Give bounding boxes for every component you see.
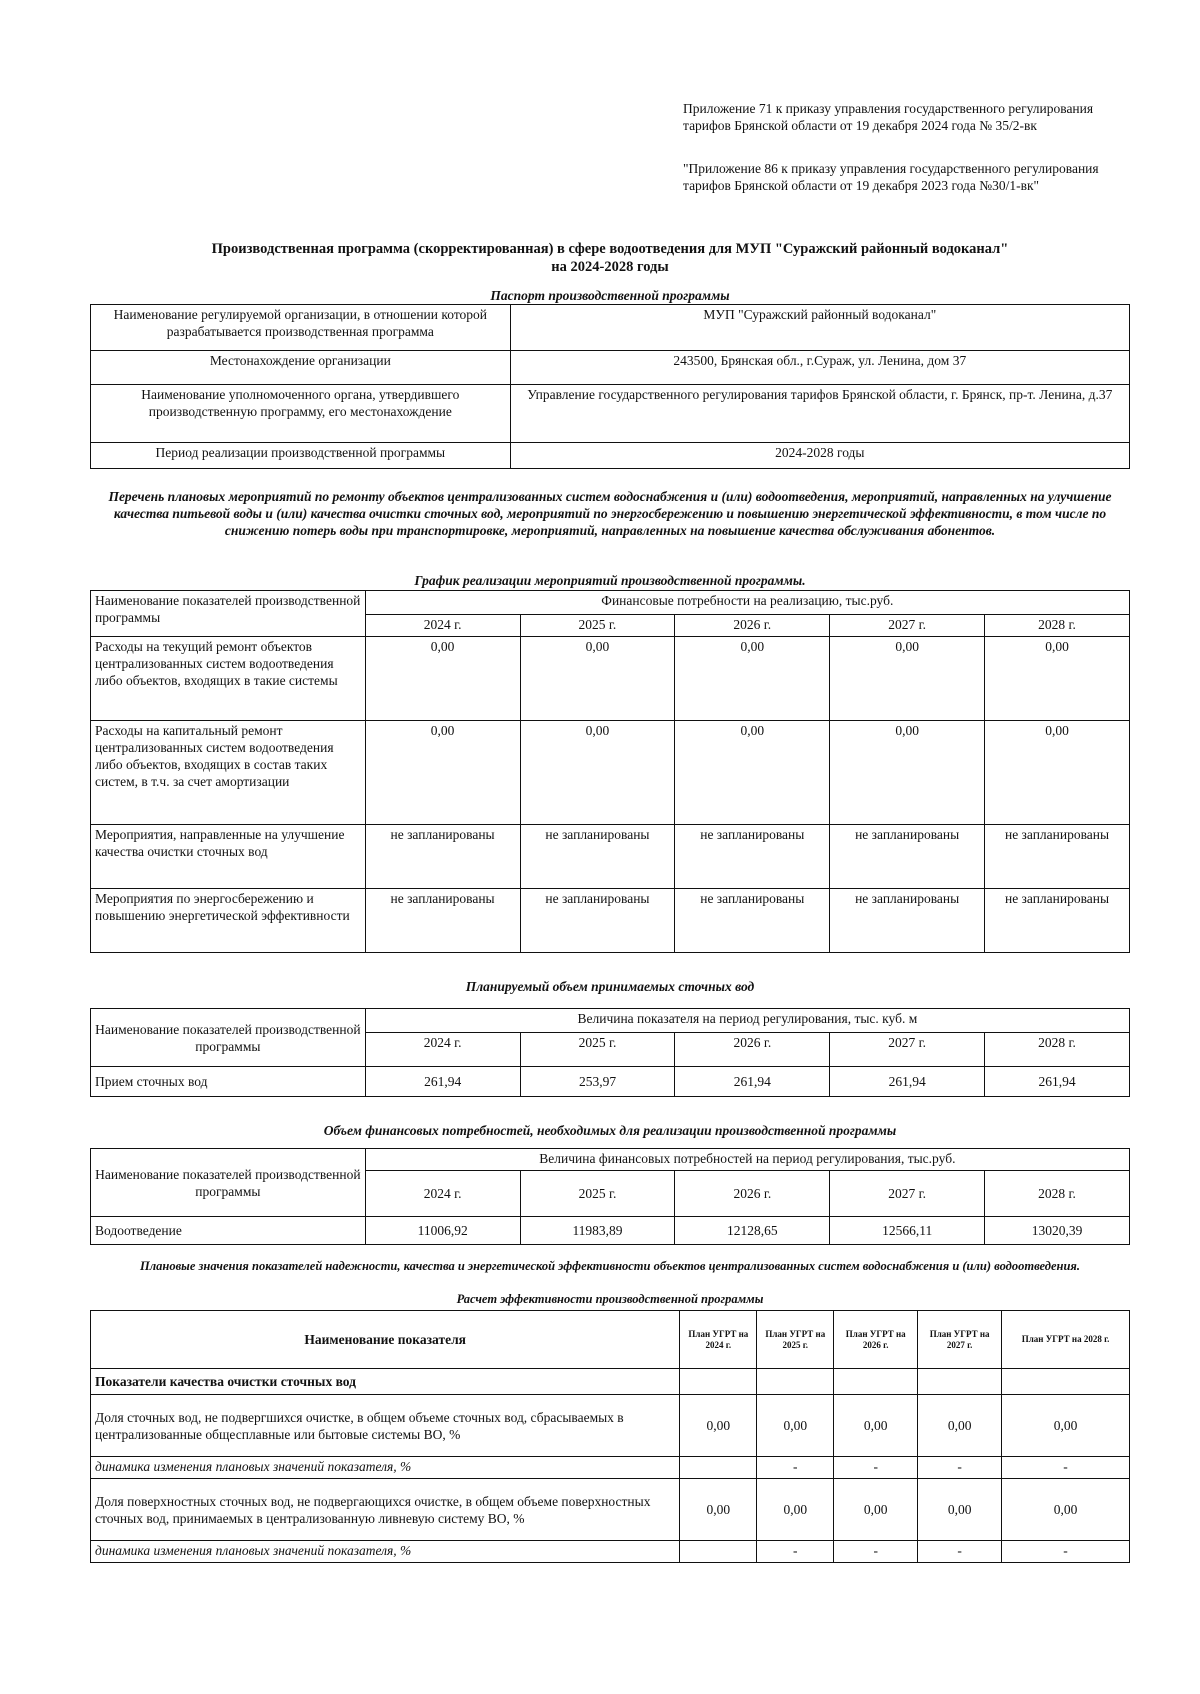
efficiency-cell: 0,00 <box>918 1479 1002 1541</box>
measures-table <box>90 590 1130 953</box>
measures-year: 2028 г. <box>985 615 1130 637</box>
measures-cell: 0,00 <box>830 721 985 825</box>
measures-cell: не запланированы <box>675 825 830 889</box>
efficiency-row-label: Доля сточных вод, не подвергшихся очистке, в общем объеме сточных вод, сбрасываемых в централизованные общесплавные или бытовые системы ВО, % <box>91 1395 680 1457</box>
efficiency-intro: Плановые значения показателей надежности, качества и энергетической эффективности объектов централизованных систем водоснабжения и (или) водоотведения. <box>140 1259 1080 1273</box>
volume-cell: 261,94 <box>830 1067 985 1097</box>
measures-cell: 0,00 <box>520 721 675 825</box>
volume-cell: 261,94 <box>675 1067 830 1097</box>
finance-row <box>91 1217 1130 1245</box>
finance-title: Объем финансовых потребностей, необходимых для реализации производственной программы <box>323 1123 897 1138</box>
efficiency-row <box>91 1457 1130 1479</box>
efficiency-row <box>91 1479 1130 1541</box>
finance-row-label: Водоотведение <box>91 1217 366 1245</box>
passport-table <box>90 304 1130 469</box>
passport-label: Наименование уполномоченного органа, утвердившего производственную программу, его местонахождение <box>91 385 511 443</box>
efficiency-cell: - <box>918 1541 1002 1563</box>
passport-label: Наименование регулируемой организации, в отношении которой разрабатывается производственная программа <box>91 305 511 351</box>
passport-row <box>91 305 1130 351</box>
efficiency-cell: - <box>1002 1541 1130 1563</box>
efficiency-header-year: План УГРТ на 2025 г. <box>757 1311 834 1369</box>
measures-year: 2026 г. <box>675 615 830 637</box>
measures-row-label: Расходы на текущий ремонт объектов централизованных систем водоотведения либо объектов, входящих в такие системы <box>91 637 366 721</box>
efficiency-cell: 0,00 <box>1002 1395 1130 1457</box>
measures-year: 2027 г. <box>830 615 985 637</box>
measures-row-label: Мероприятия, направленные на улучшение качества очистки сточных вод <box>91 825 366 889</box>
appendix-note-current <box>683 100 1133 134</box>
finance-cell: 12128,65 <box>675 1217 830 1245</box>
volume-year: 2025 г. <box>520 1033 675 1067</box>
measures-header-fin: Финансовые потребности на реализацию, тыс.руб. <box>365 591 1129 615</box>
efficiency-table <box>90 1310 1130 1563</box>
measures-cell: 0,00 <box>365 637 520 721</box>
efficiency-cell <box>680 1457 757 1479</box>
schedule-title: График реализации мероприятий производственной программы. <box>414 573 806 588</box>
finance-table <box>90 1148 1130 1245</box>
finance-header-name: Наименование показателей производственной программы <box>91 1149 366 1217</box>
efficiency-cell: 0,00 <box>918 1395 1002 1457</box>
measures-row <box>91 721 1130 825</box>
measures-row <box>91 825 1130 889</box>
appendix-note-previous <box>683 160 1133 194</box>
passport-row <box>91 351 1130 385</box>
efficiency-row <box>91 1395 1130 1457</box>
volume-title: Планируемый объем принимаемых сточных вод <box>465 979 755 994</box>
efficiency-row <box>91 1541 1130 1563</box>
efficiency-calc-title: Расчет эффективности производственной программы <box>456 1292 764 1306</box>
finance-year: 2028 г. <box>985 1171 1130 1217</box>
finance-year: 2024 г. <box>365 1171 520 1217</box>
volume-header-name: Наименование показателей производственной программы <box>91 1009 366 1067</box>
measures-cell: не запланированы <box>675 889 830 953</box>
finance-header-val: Величина финансовых потребностей на период регулирования, тыс.руб. <box>365 1149 1129 1171</box>
volume-row-label: Прием сточных вод <box>91 1067 366 1097</box>
measures-cell: не запланированы <box>985 889 1130 953</box>
efficiency-cell: - <box>757 1457 834 1479</box>
finance-year: 2027 г. <box>830 1171 985 1217</box>
efficiency-cell: 0,00 <box>1002 1479 1130 1541</box>
efficiency-group-label: Показатели качества очистки сточных вод <box>91 1369 680 1395</box>
measures-cell: 0,00 <box>675 721 830 825</box>
measures-row-label: Мероприятия по энергосбережению и повышению энергетической эффективности <box>91 889 366 953</box>
passport-row <box>91 385 1130 443</box>
measures-cell: 0,00 <box>985 637 1130 721</box>
passport-title: Паспорт производственной программы <box>490 288 730 303</box>
finance-cell: 13020,39 <box>985 1217 1130 1245</box>
efficiency-cell: - <box>834 1541 918 1563</box>
passport-value: Управление государственного регулирования тарифов Брянской области, г. Брянск, пр-т. Ленина, д.37 <box>510 385 1129 443</box>
volume-table <box>90 1008 1130 1097</box>
volume-year: 2028 г. <box>985 1033 1130 1067</box>
efficiency-row-label: Доля поверхностных сточных вод, не подвергающихся очистке, в общем объеме поверхностных сточных вод, принимаемых в централизованную ливневую систему ВО, % <box>91 1479 680 1541</box>
efficiency-cell: 0,00 <box>680 1395 757 1457</box>
efficiency-cell: - <box>1002 1457 1130 1479</box>
finance-cell: 11983,89 <box>520 1217 675 1245</box>
efficiency-cell <box>680 1541 757 1563</box>
measures-cell: не запланированы <box>520 889 675 953</box>
efficiency-header-year: План УГРТ на 2028 г. <box>1002 1311 1130 1369</box>
document-title-line-2: на 2024-2028 годы <box>551 259 669 275</box>
measures-row <box>91 889 1130 953</box>
finance-year: 2025 г. <box>520 1171 675 1217</box>
efficiency-cell: 0,00 <box>757 1395 834 1457</box>
measures-intro: Перечень плановых мероприятий по ремонту объектов централизованных систем водоснабжения и (или) водоотведения, мероприятий, направленных на улучшение качества питьевой воды и (или) качества очистки сточных вод, мероприятий по энергосбережению и повышению энергетической эффективности, в том числе по снижению потерь воды при транспортировке, мероприятий, направленных на повышение качества обслуживания абонентов. <box>108 489 1112 538</box>
efficiency-cell: - <box>834 1457 918 1479</box>
finance-year: 2026 г. <box>675 1171 830 1217</box>
volume-cell: 261,94 <box>365 1067 520 1097</box>
measures-cell: не запланированы <box>520 825 675 889</box>
measures-row <box>91 637 1130 721</box>
volume-header-val: Величина показателя на период регулирования, тыс. куб. м <box>365 1009 1129 1033</box>
volume-year: 2026 г. <box>675 1033 830 1067</box>
document-title-line-1: Производственная программа (скорректированная) в сфере водоотведения для МУП "Суражский районный водоканал" <box>211 241 1009 257</box>
volume-year: 2024 г. <box>365 1033 520 1067</box>
measures-row-label: Расходы на капитальный ремонт централизованных систем водоотведения либо объектов, входящих в состав таких систем, в т.ч. за счет амортизации <box>91 721 366 825</box>
efficiency-row-label: динамика изменения плановых значений показателя, % <box>91 1457 680 1479</box>
measures-cell: 0,00 <box>675 637 830 721</box>
volume-year: 2027 г. <box>830 1033 985 1067</box>
passport-row <box>91 443 1130 469</box>
measures-year: 2024 г. <box>365 615 520 637</box>
efficiency-header-name: Наименование показателя <box>91 1311 680 1369</box>
appendix-line-1: Приложение 71 к приказу управления государственного регулирования тарифов Брянской области от 19 декабря 2024 года № 35/2-вк <box>683 101 1094 133</box>
passport-label: Период реализации производственной программы <box>91 443 511 469</box>
volume-cell: 261,94 <box>985 1067 1130 1097</box>
measures-cell: не запланированы <box>830 825 985 889</box>
efficiency-row-label: динамика изменения плановых значений показателя, % <box>91 1541 680 1563</box>
measures-cell: не запланированы <box>830 889 985 953</box>
measures-header-name: Наименование показателей производственной программы <box>91 591 366 637</box>
measures-cell: 0,00 <box>365 721 520 825</box>
measures-cell: не запланированы <box>985 825 1130 889</box>
volume-cell: 253,97 <box>520 1067 675 1097</box>
efficiency-cell: 0,00 <box>680 1479 757 1541</box>
efficiency-header-year: План УГРТ на 2026 г. <box>834 1311 918 1369</box>
efficiency-cell: 0,00 <box>834 1395 918 1457</box>
finance-cell: 11006,92 <box>365 1217 520 1245</box>
measures-cell: 0,00 <box>520 637 675 721</box>
passport-label: Местонахождение организации <box>91 351 511 385</box>
measures-year: 2025 г. <box>520 615 675 637</box>
passport-value: 2024-2028 годы <box>510 443 1129 469</box>
finance-cell: 12566,11 <box>830 1217 985 1245</box>
passport-value: МУП "Суражский районный водоканал" <box>510 305 1129 351</box>
document-title <box>90 240 1130 276</box>
efficiency-header-year: План УГРТ на 2027 г. <box>918 1311 1002 1369</box>
efficiency-cell: - <box>918 1457 1002 1479</box>
volume-row <box>91 1067 1130 1097</box>
measures-cell: не запланированы <box>365 825 520 889</box>
measures-cell: 0,00 <box>985 721 1130 825</box>
efficiency-cell: 0,00 <box>757 1479 834 1541</box>
efficiency-cell: 0,00 <box>834 1479 918 1541</box>
passport-value: 243500, Брянская обл., г.Сураж, ул. Ленина, дом 37 <box>510 351 1129 385</box>
appendix-line-2: "Приложение 86 к приказу управления государственного регулирования тарифов Брянской области от 19 декабря 2023 года №30/1-вк" <box>683 161 1099 193</box>
efficiency-cell: - <box>757 1541 834 1563</box>
measures-cell: не запланированы <box>365 889 520 953</box>
efficiency-header-year: План УГРТ на 2024 г. <box>680 1311 757 1369</box>
measures-cell: 0,00 <box>830 637 985 721</box>
